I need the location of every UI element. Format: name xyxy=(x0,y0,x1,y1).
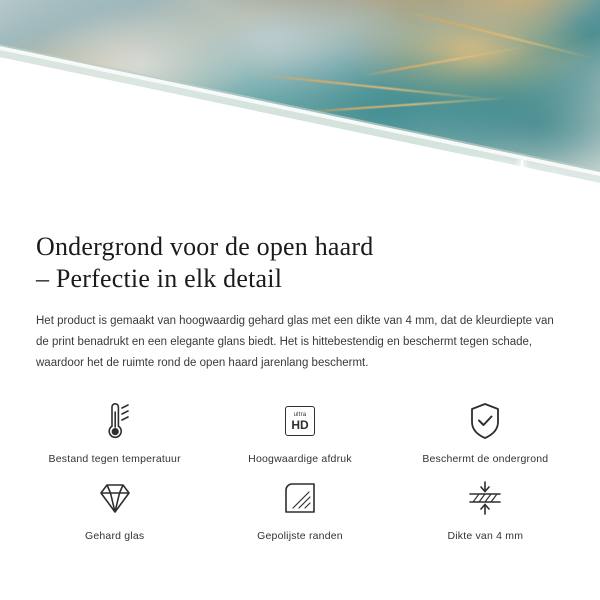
feature-item-polished-edges xyxy=(207,475,392,542)
page-title xyxy=(0,215,600,295)
sparkle-icon xyxy=(505,160,539,194)
feature-item-thickness xyxy=(393,475,578,542)
diamond-icon xyxy=(93,475,137,521)
ultra-hd-badge-bottom: HD xyxy=(291,417,309,432)
ultra-hd-icon xyxy=(285,398,315,444)
feature-label: Dikte van 4 mm xyxy=(447,530,524,542)
shield-check-icon xyxy=(465,398,505,444)
page-title-line-1: Ondergrond voor de open haard xyxy=(36,232,374,261)
feature-label: Bestand tegen temperatuur xyxy=(48,453,181,465)
hero-image-clip xyxy=(0,0,600,215)
thermometer-icon xyxy=(95,398,135,444)
polished-edges-icon xyxy=(280,475,320,521)
feature-label: Hoogwaardige afdruk xyxy=(248,453,352,465)
hero-image xyxy=(0,0,600,215)
ultra-hd-badge-top: ultra xyxy=(293,411,307,418)
feature-grid xyxy=(0,398,600,542)
feature-item-surface-protection xyxy=(393,398,578,465)
feature-item-tempered-glass xyxy=(22,475,207,542)
page-title-line-2: – Perfectie in elk detail xyxy=(36,264,283,293)
feature-label: Gehard glas xyxy=(84,530,145,542)
feature-label: Gepolijste randen xyxy=(257,530,343,542)
feature-item-temperature xyxy=(22,398,207,465)
thickness-4mm-icon xyxy=(462,475,508,521)
feature-item-print-quality xyxy=(207,398,392,465)
body-paragraph: Het product is gemaakt van hoogwaardig gehard glas met een dikte van 4 mm, dat de kleurdiepte van de print benadrukt en een elegante glans biedt. Het is hittebestendig en beschermt tegen schade, waardoor het de ruimte rond de open haard jarenlang beschermt. xyxy=(36,315,554,369)
sparkle-icon xyxy=(545,176,563,194)
content-block xyxy=(0,215,600,542)
feature-label: Beschermt de ondergrond xyxy=(422,453,549,465)
